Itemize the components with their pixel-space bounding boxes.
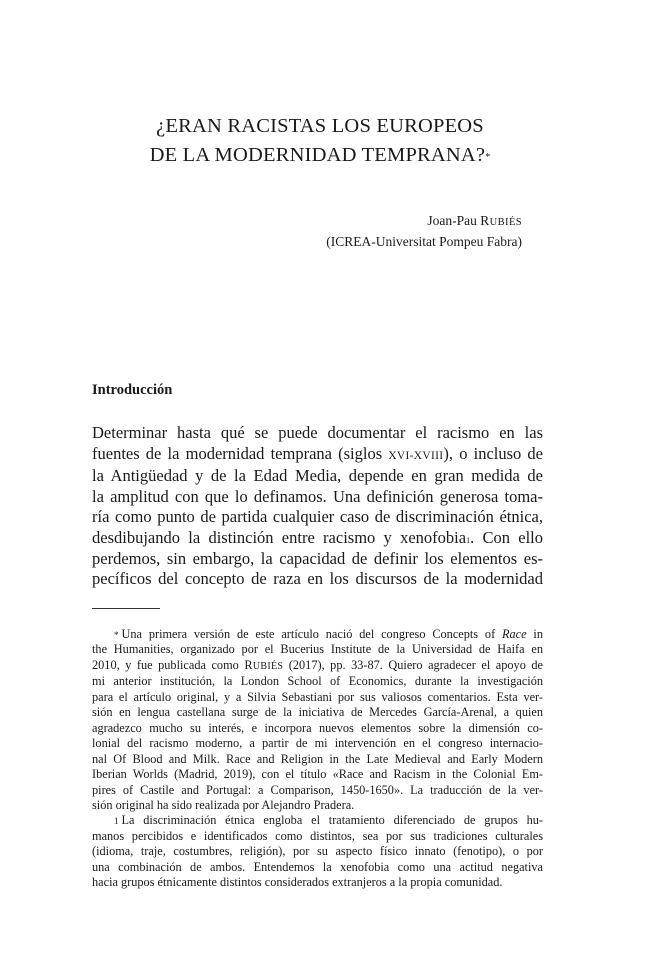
footnote-line: sión original ha sido realizada por Alejandro Pradera.	[92, 797, 355, 812]
title-line-2	[95, 141, 545, 170]
body-line	[92, 528, 543, 549]
footnote-ref-1[interactable]: 1	[466, 535, 471, 545]
body-line: la Antigüedad y de la Edad Media, depende en gran medida de	[92, 466, 543, 486]
footnote-line: hacia grupos étnicamente distintos considerados extranjeros a la propia comunidad.	[92, 875, 503, 890]
footnote-line: agradezco mucho su interés, e incorpora nuevos elementos sobre la dimensión co-	[92, 720, 543, 735]
footnote-line: Iberian Worlds (Madrid, 2019), con el título «Race and Racism in the Colonial Em-	[92, 767, 543, 782]
author-surname-initial: R	[480, 213, 490, 228]
author-block	[326, 211, 522, 251]
footnote-mark: 1	[114, 816, 119, 827]
footnote-line: manos percibidos e identificados como distintos, sea por sus tradiciones culturales	[92, 828, 543, 843]
body-line: Determinar hasta qué se puede documentar el racismo en las	[92, 423, 543, 442]
footnote-text: in	[526, 627, 543, 641]
footnote-line: para el artículo original, y a Silvia Sebastiani por sus valiosos comentarios. Esta ver-	[92, 689, 543, 704]
author-surname-rest: UBIÉS	[489, 217, 522, 228]
footnote-star	[92, 627, 543, 813]
footnote-line	[92, 813, 543, 828]
footnote-mark: *	[114, 630, 119, 640]
footnote-line: mi anterior institución, la London School of Economics, durante la investigación	[92, 674, 543, 689]
footnote-text: 2010, y fue publicada como	[92, 657, 245, 672]
title-line-1: ¿ERAN RACISTAS LOS EUROPEOS	[156, 115, 484, 137]
author-surname	[480, 213, 522, 228]
footnote-line: lonial del racismo moderno, a partir de mi intervención en el congreso internacio-	[92, 736, 543, 751]
footnote-text: (2017), pp. 33-87. Quiero agradecer el apoyo de	[283, 657, 543, 672]
section-heading: Introducción	[92, 382, 173, 398]
footnote-1	[92, 813, 543, 890]
smallcaps-initial: R	[244, 657, 253, 672]
footnote-line: sión en lengua castellana surge de la iniciativa de Mercedes García-Arenal, a quien	[92, 705, 543, 720]
article-title	[95, 112, 545, 170]
author-given-name: Joan-Pau	[427, 213, 481, 228]
footnote-text: La discriminación étnica engloba el tratamiento diferenciado de grupos hu-	[121, 813, 543, 828]
footnote-line	[92, 627, 543, 642]
footnotes	[92, 627, 543, 891]
body-paragraph	[92, 423, 543, 590]
footnote-text: Una primera versión de este artículo nació del congreso Concepts of	[121, 627, 503, 641]
body-line: ría como punto de partida cualquier caso de discriminación étnica,	[92, 507, 543, 527]
body-text-fragment: ), o incluso de	[443, 443, 544, 463]
footnote-line: una combinación de ambos. Entendemos la xenofobia como una actitud negativa	[92, 859, 543, 874]
title-footnote-mark: *	[485, 152, 491, 163]
body-line	[92, 444, 543, 467]
footnote-line	[92, 658, 543, 674]
footnote-line: (idioma, traje, costumbres, religión), por su aspecto físico innato (fenotipo), o por	[92, 844, 543, 859]
title-line-2-text: DE LA MODERNIDAD TEMPRANA?	[149, 144, 486, 166]
footnote-line: nal Of Blood and Milk. Race and Religion in the Late Medieval and Early Modern	[92, 751, 543, 766]
footnote-line: the Humanities, organizado por el Bucerius Institute de la Universidad de Haifa en	[92, 642, 543, 657]
footnote-line: pires of Castile and Portugal: a Comparison, 1450-1650». La traducción de la ver-	[92, 782, 543, 797]
footnote-smallcaps: RUBIÉS	[244, 657, 284, 672]
footnote-separator	[92, 608, 160, 609]
body-text-fragment: fuentes de la modernidad temprana (siglos	[92, 443, 389, 463]
author-affiliation: (ICREA-Universitat Pompeu Fabra)	[326, 234, 522, 249]
body-line: pecíficos del concepto de raza en los discursos de la modernidad	[92, 569, 543, 589]
body-text-fragment: . Con ello	[470, 527, 543, 547]
century-range: XVI-XVIII	[388, 449, 444, 462]
footnote-italic: Race	[502, 627, 527, 641]
body-line: la amplitud con que lo definamos. Una definición generosa toma-	[92, 486, 543, 506]
author-name	[326, 211, 522, 232]
body-line: perdemos, sin embargo, la capacidad de definir los elementos es-	[92, 548, 543, 568]
body-text-fragment: desdibujando la distinción entre racismo y xenofobia	[92, 527, 467, 547]
